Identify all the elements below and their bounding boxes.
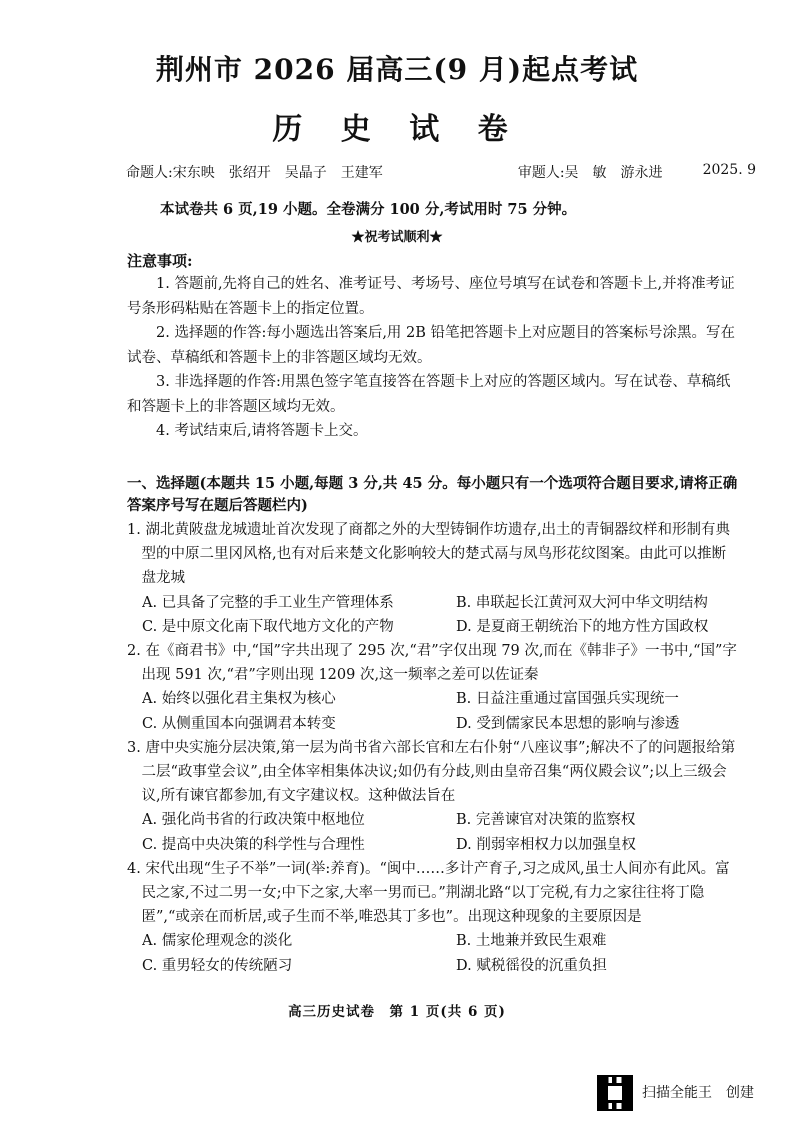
notice-item: 3. 非选择题的作答:用黑色签字笔直接答在答题卡上对应的答题区域内。写在试卷、草稿纸和答题卡上的非答题区域均无效。 xyxy=(127,374,731,415)
exam-info: 本试卷共 6 页,19 小题。全卷满分 100 分,考试用时 75 分钟。 xyxy=(160,201,577,218)
question-options xyxy=(127,591,739,639)
exam-date: 2025. 9 xyxy=(702,162,756,178)
option-d: D. 是夏商王朝统治下的地方性方国政权 xyxy=(456,618,709,635)
option-c: C. 提高中央决策的科学性与合理性 xyxy=(142,836,365,853)
good-luck-line: ★祝考试顺利★ xyxy=(351,230,443,245)
question-options xyxy=(127,687,739,735)
option-c: C. 重男轻女的传统陋习 xyxy=(142,957,293,974)
exam-subject: 历 史 试 卷 xyxy=(272,112,522,147)
qr-code-icon xyxy=(597,1075,633,1111)
qr-code-center xyxy=(605,1083,625,1103)
question-stem: 1. 湖北黄陂盘龙城遗址首次发现了商都之外的大型铸铜作坊遗存,出土的青铜器纹样和形制有典型的中原二里冈风格,也有对后来楚文化影响较大的楚式鬲与凤鸟形花纹图案。由此可以推断盘龙城 xyxy=(127,522,731,587)
option-a: A. 始终以强化君主集权为核心 xyxy=(142,691,336,708)
authors: 命题人:宋东映 张绍开 吴晶子 王建军 xyxy=(126,165,383,181)
option-a: A. 儒家伦理观念的淡化 xyxy=(142,933,293,950)
option-b: B. 完善谏官对决策的监察权 xyxy=(456,812,636,829)
question-3 xyxy=(127,736,739,857)
page-footer: 高三历史试卷 第 1 页(共 6 页) xyxy=(288,1004,506,1020)
option-d: D. 赋税徭役的沉重负担 xyxy=(456,957,607,974)
option-a: A. 强化尚书省的行政决策中枢地位 xyxy=(142,812,365,829)
exam-title: 荆州市 2026 届高三(9 月)起点考试 xyxy=(155,53,639,86)
meta-row xyxy=(126,162,756,182)
option-d: D. 受到儒家民本思想的影响与渗透 xyxy=(456,715,680,732)
question-2 xyxy=(127,639,739,736)
question-options xyxy=(127,808,739,856)
notice-list xyxy=(127,272,739,444)
option-c: C. 是中原文化南下取代地方文化的产物 xyxy=(142,618,394,635)
question-stem: 4. 宋代出现“生子不举”一词(举:养育)。“闽中……多计产育子,习之成风,虽士人间亦有此风。富民之家,不过二男一女;中下之家,大率一男而已。”荆湖北路“以丁完税,有力之家往往将丁隐匿”,“或亲在而析居,或子生而不举,唯恐其丁多也”。出现这种现象的主要原因是 xyxy=(127,860,730,926)
option-b: B. 串联起长江黄河双大河中华文明结构 xyxy=(456,594,708,611)
option-d: D. 削弱宰相权力以加强皇权 xyxy=(456,836,636,853)
meta-right xyxy=(518,162,756,182)
question-4 xyxy=(127,857,739,978)
question-stem: 3. 唐中央实施分层决策,第一层为尚书省六部长官和左右仆射“八座议事”;解决不了的问题报给第二层“政事堂会议”,由全体宰相集体决议;如仍有分歧,则由皇帝召集“两仪殿会议”;以上三级会议,所有谏官都参加,有文字建议权。这种做法旨在 xyxy=(127,739,736,805)
question-list xyxy=(127,518,739,978)
option-b: B. 日益注重通过富国强兵实现统一 xyxy=(456,691,679,708)
question-stem: 2. 在《商君书》中,“国”字共出现了 295 次,“君”字仅出现 79 次,而在《韩非子》一书中,“国”字出现 591 次,“君”字则出现 1209 次,这一频率之差可以佐证秦 xyxy=(127,643,737,684)
question-options xyxy=(127,929,739,977)
option-c: C. 从侧重国本向强调君本转变 xyxy=(142,715,336,732)
option-a: A. 已具备了完整的手工业生产管理体系 xyxy=(142,594,394,611)
notice-item: 4. 考试结束后,请将答题卡上交。 xyxy=(156,423,368,439)
reviewers: 审题人:吴 敏 游永进 xyxy=(517,165,663,181)
option-b: B. 土地兼并致民生艰难 xyxy=(456,933,607,950)
scanner-watermark: 扫描全能王 创建 xyxy=(642,1085,754,1101)
question-1 xyxy=(127,518,739,639)
notice-title: 注意事项: xyxy=(127,252,193,270)
notice-item: 1. 答题前,先将自己的姓名、准考证号、考场号、座位号填写在试卷和答题卡上,并将准考证号条形码粘贴在答题卡上的指定位置。 xyxy=(127,276,735,317)
section-title: 一、选择题(本题共 15 小题,每题 3 分,共 45 分。每小题只有一个选项符合题目要求,请将正确答案序号写在题后答题栏内) xyxy=(127,475,738,514)
notice-item: 2. 选择题的作答:每小题选出答案后,用 2B 铅笔把答题卡上对应题目的答案标号涂黑。写在试卷、草稿纸和答题卡上的非答题区域均无效。 xyxy=(127,325,736,366)
